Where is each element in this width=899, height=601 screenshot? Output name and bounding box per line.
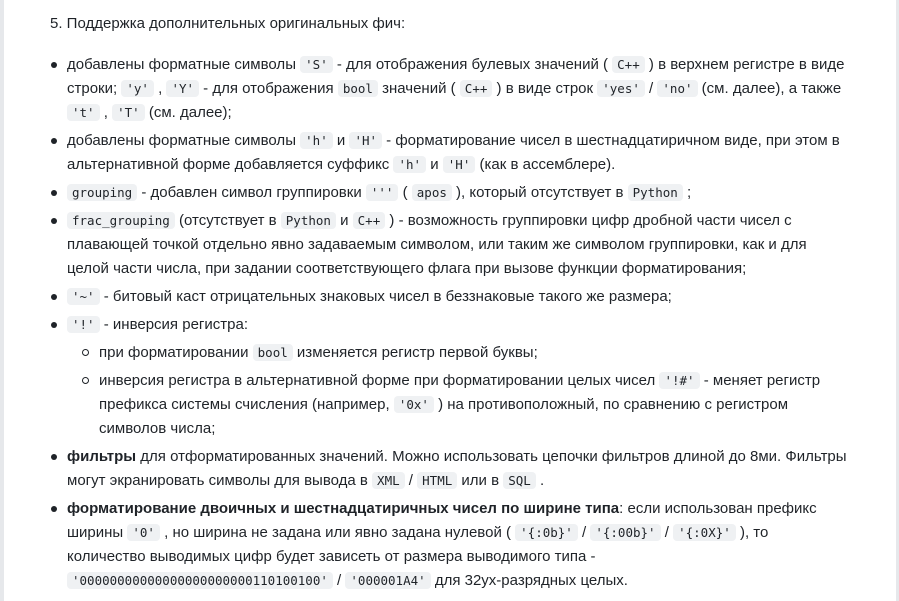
text-run: - добавлен символ группировки (137, 184, 366, 201)
text-run: ( (398, 184, 412, 201)
text-run: ) - возможность группировки цифр дробной части чисел с плавающей точкой отдельно явно задаваемым символом, или таким же символом группировки, как и для целой части числа, при задании соответствующего флага при вызове функции форматирования; (67, 212, 807, 277)
text-run: / (644, 80, 658, 97)
text-run: для 32ух-разрядных целых. (430, 572, 628, 589)
text-run: , (153, 80, 167, 97)
text-run: ), который отсутствует в (451, 184, 628, 201)
text-run: и (332, 132, 350, 149)
text-run: (как в ассемблере). (475, 156, 616, 173)
text-run: / (404, 472, 418, 489)
text-run: - меняет регистр префикса системы счисления (например, (99, 372, 821, 413)
inline-code: 'h' (300, 132, 333, 149)
text-run: - инверсия регистра: (99, 316, 248, 333)
text-run: (см. далее); (144, 104, 232, 121)
list-item (36, 53, 851, 125)
inline-code: 'no' (657, 80, 697, 97)
text-run: значений ( (377, 80, 460, 97)
inline-code: '{:0X}' (673, 524, 736, 541)
text-run: (отсутствует в (174, 212, 281, 229)
sub-list-item (67, 341, 851, 365)
list-item (36, 181, 851, 205)
text-run: изменяется регистр первой буквы; (292, 344, 538, 361)
section-heading: 5. Поддержка дополнительных оригинальных фич: (50, 15, 406, 32)
inline-code: '{:00b}' (590, 524, 660, 541)
inline-code: 'h' (393, 156, 426, 173)
list-item (36, 285, 851, 309)
text-run: добавлены форматные символы (67, 56, 301, 73)
inline-code: '0x' (394, 396, 434, 413)
text-run: ) в верхнем регистре в виде строки; (67, 56, 845, 97)
inline-code: HTML (417, 472, 457, 489)
list-item (36, 209, 851, 281)
text-run: / (332, 572, 346, 589)
text-run: - для отображения булевых значений ( (332, 56, 613, 73)
text-run: инверсия регистра в альтернативной форме при форматировании целых чисел (99, 372, 660, 389)
inline-code: SQL (503, 472, 536, 489)
inline-code: 'H' (443, 156, 476, 173)
inline-code: 't' (67, 104, 100, 121)
inline-code: 'H' (349, 132, 382, 149)
inline-code: Python (281, 212, 336, 229)
text-run: ), то количество выводимых цифр будет зависеть от размера выводимого типа - (67, 524, 769, 565)
inline-code: bool (338, 80, 378, 97)
text-run: , но ширина не задана или явно задана нулевой ( (159, 524, 516, 541)
inline-code: C++ (460, 80, 493, 97)
sub-list-item (67, 369, 851, 441)
document-body (36, 12, 851, 597)
list-item (36, 129, 851, 177)
inline-code: 'yes' (597, 80, 645, 97)
inline-code: apos (412, 184, 452, 201)
text-run: или в (457, 472, 504, 489)
text-run: при форматировании (99, 344, 253, 361)
text-run: / (660, 524, 674, 541)
text-run: . (535, 472, 545, 489)
bold-term: форматирование двоичных и шестнадцатиричных чисел по ширине типа (67, 500, 620, 517)
inline-code: Python (628, 184, 683, 201)
inline-code: C++ (353, 212, 386, 229)
text-run: - форматирование чисел в шестнадцатиричном виде, при этом в альтернативной форме добавляется суффикс (67, 132, 840, 173)
text-run: ) в виде строк (492, 80, 598, 97)
text-run: , (99, 104, 113, 121)
feature-list (36, 53, 851, 593)
text-run: (см. далее), а также (697, 80, 842, 97)
inline-code: '!' (67, 316, 100, 333)
inline-code: 'Y' (166, 80, 199, 97)
text-run: и (335, 212, 353, 229)
inline-code: C++ (612, 56, 645, 73)
inline-code: '{:0b}' (515, 524, 578, 541)
inline-code: ''' (366, 184, 399, 201)
text-run: добавлены форматные символы (67, 132, 301, 149)
list-item (36, 497, 851, 593)
inline-code: 'y' (121, 80, 154, 97)
text-run: ) на противоположный, по сравнению с регистром символов числа; (99, 396, 789, 437)
text-run: : если использован префикс ширины (67, 500, 817, 541)
inline-code: frac_grouping (67, 212, 175, 229)
text-run: - для отображения (199, 80, 338, 97)
inline-code: grouping (67, 184, 137, 201)
text-run: ; (682, 184, 692, 201)
inline-code: '0' (127, 524, 160, 541)
sub-list (67, 341, 851, 441)
bold-term: фильтры (67, 448, 137, 465)
text-run: - битовый каст отрицательных знаковых чисел в беззнаковые такого же размера; (99, 288, 672, 305)
inline-code: '~' (67, 288, 100, 305)
inline-code: '00000000000000000000000110100100' (67, 572, 333, 589)
text-run: для отформатированных значений. Можно использовать цепочки фильтров длиной до 8ми. Фильтры могут экранировать символы для вывода в (67, 448, 847, 489)
list-item (36, 313, 851, 441)
inline-code: '!#' (659, 372, 699, 389)
text-run: / (577, 524, 591, 541)
inline-code: 'T' (112, 104, 145, 121)
text-run: и (426, 156, 443, 173)
inline-code: 'S' (300, 56, 333, 73)
inline-code: bool (253, 344, 293, 361)
left-border (0, 0, 4, 601)
list-item (36, 445, 851, 493)
inline-code: XML (372, 472, 405, 489)
inline-code: '000001A4' (345, 572, 430, 589)
